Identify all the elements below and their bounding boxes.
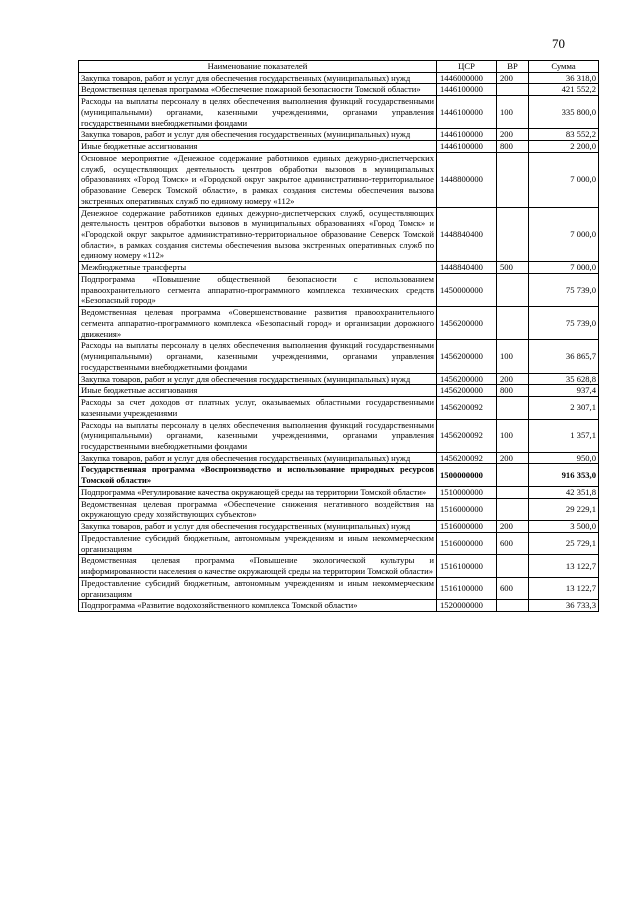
cell-vr [497,273,529,306]
cell-sum: 421 552,2 [529,84,599,96]
cell-name: Предоставление субсидий бюджетным, автономным учреждениям и иным некоммерческим организациям [79,532,437,554]
cell-name: Ведомственная целевая программа «Совершенствование развития правоохранительного сегмента аппаратно-программного комплекса «Безопасный город» и организации дорожного движения» [79,307,437,340]
cell-csr: 1456200092 [437,452,497,464]
cell-vr: 200 [497,72,529,84]
table-row [79,452,599,464]
cell-name: Денежное содержание работников единых дежурно-диспетчерских служб, осуществляющих деятельность центров обработки вызовов в муниципальных образованиях «Город Томск» и «Городской округ закрытое административно-территориальное образование Северск Томской области», в рамках создания системы обеспечения вызова экстренных оперативных служб по единому номеру «112» [79,207,437,262]
cell-csr: 1446000000 [437,72,497,84]
budget-table [78,60,599,612]
cell-csr: 1516000000 [437,498,497,520]
cell-csr: 1448840400 [437,262,497,274]
cell-name: Ведомственная целевая программа «Обеспечение пожарной безопасности Томской области» [79,84,437,96]
table-row [79,532,599,554]
cell-csr: 1516000000 [437,521,497,533]
cell-name: Закупка товаров, работ и услуг для обеспечения государственных (муниципальных) нужд [79,373,437,385]
cell-csr: 1456200000 [437,373,497,385]
table-row [79,498,599,520]
cell-name: Ведомственная целевая программа «Повышение экологической культуры и информированности населения о качестве окружающей среды на территории Томской области» [79,555,437,577]
cell-csr: 1446100000 [437,96,497,129]
table-row [79,521,599,533]
cell-csr: 1450000000 [437,273,497,306]
cell-vr [497,307,529,340]
cell-name: Межбюджетные трансферты [79,262,437,274]
cell-sum: 7 000,0 [529,152,599,207]
cell-sum: 13 122,7 [529,555,599,577]
cell-name: Иные бюджетные ассигнования [79,385,437,397]
cell-vr [497,464,529,486]
cell-sum: 29 229,1 [529,498,599,520]
cell-name: Закупка товаров, работ и услуг для обеспечения государственных (муниципальных) нужд [79,72,437,84]
cell-sum: 35 628,8 [529,373,599,385]
cell-vr: 600 [497,577,529,599]
table-row [79,84,599,96]
table-row [79,419,599,452]
cell-csr: 1520000000 [437,600,497,612]
header-csr: ЦСР [437,61,497,73]
table-row [79,397,599,419]
cell-csr: 1456200092 [437,419,497,452]
table-header-row [79,61,599,73]
cell-vr: 600 [497,532,529,554]
cell-name: Расходы за счет доходов от платных услуг, оказываемых областными государственными казенными учреждениями [79,397,437,419]
cell-name: Закупка товаров, работ и услуг для обеспечения государственных (муниципальных) нужд [79,521,437,533]
cell-vr [497,555,529,577]
cell-sum: 25 729,1 [529,532,599,554]
cell-sum: 75 739,0 [529,273,599,306]
table-row [79,577,599,599]
cell-vr: 200 [497,521,529,533]
cell-vr [497,486,529,498]
cell-sum: 2 200,0 [529,141,599,153]
cell-sum: 36 865,7 [529,340,599,373]
cell-sum: 950,0 [529,452,599,464]
cell-vr: 800 [497,385,529,397]
cell-vr: 200 [497,452,529,464]
header-vr: ВР [497,61,529,73]
table-row [79,141,599,153]
cell-name: Подпрограмма «Развитие водохозяйственного комплекса Томской области» [79,600,437,612]
table-row [79,129,599,141]
cell-name: Подпрограмма «Регулирование качества окружающей среды на территории Томской области» [79,486,437,498]
cell-vr [497,600,529,612]
cell-csr: 1448800000 [437,152,497,207]
cell-sum: 1 357,1 [529,419,599,452]
table-row [79,385,599,397]
cell-csr: 1516100000 [437,577,497,599]
cell-sum: 83 552,2 [529,129,599,141]
cell-sum: 42 351,8 [529,486,599,498]
cell-sum: 3 500,0 [529,521,599,533]
cell-name: Иные бюджетные ассигнования [79,141,437,153]
table-row [79,152,599,207]
cell-sum: 7 000,0 [529,207,599,262]
cell-csr: 1500000000 [437,464,497,486]
cell-csr: 1516000000 [437,532,497,554]
cell-csr: 1456200000 [437,307,497,340]
cell-vr: 100 [497,340,529,373]
cell-sum: 7 000,0 [529,262,599,274]
cell-vr [497,84,529,96]
table-row [79,486,599,498]
table-row [79,555,599,577]
cell-name: Государственная программа «Воспроизводство и использование природных ресурсов Томской области» [79,464,437,486]
table-row [79,72,599,84]
cell-vr [497,207,529,262]
cell-vr: 500 [497,262,529,274]
cell-vr: 100 [497,419,529,452]
table-row [79,373,599,385]
cell-sum: 916 353,0 [529,464,599,486]
cell-sum: 2 307,1 [529,397,599,419]
cell-name: Предоставление субсидий бюджетным, автономным учреждениям и иным некоммерческим организациям [79,577,437,599]
table-row [79,340,599,373]
cell-vr: 100 [497,96,529,129]
table-row [79,600,599,612]
cell-sum: 36 733,3 [529,600,599,612]
table-row [79,307,599,340]
cell-name: Расходы на выплаты персоналу в целях обеспечения выполнения функций государственными (муниципальными) органами, казенными учреждениями, органами управления государственными внебюджетными фондами [79,96,437,129]
cell-sum: 13 122,7 [529,577,599,599]
cell-name: Расходы на выплаты персоналу в целях обеспечения выполнения функций государственными (муниципальными) органами, казенными учреждениями, органами управления государственными внебюджетными фондами [79,340,437,373]
table-body [79,72,599,611]
table-row [79,273,599,306]
cell-csr: 1456200000 [437,385,497,397]
header-name: Наименование показателей [79,61,437,73]
cell-vr: 200 [497,373,529,385]
cell-sum: 36 318,0 [529,72,599,84]
cell-vr: 800 [497,141,529,153]
table-row [79,262,599,274]
table-row [79,96,599,129]
cell-vr [497,152,529,207]
table-row [79,207,599,262]
cell-csr: 1456200000 [437,340,497,373]
header-sum: Сумма [529,61,599,73]
cell-csr: 1446100000 [437,129,497,141]
cell-sum: 335 800,0 [529,96,599,129]
cell-vr [497,498,529,520]
cell-name: Основное мероприятие «Денежное содержание работников единых дежурно-диспетчерских служб, осуществляющих деятельность центров обработки вызовов в муниципальных образованиях «Город Томск» и «Городской округ закрытое административно-территориальное образование Северск Томской области», в рамках создания системы обеспечения вызова экстренных оперативных служб по единому номеру «112» [79,152,437,207]
cell-vr: 200 [497,129,529,141]
cell-csr: 1446100000 [437,84,497,96]
cell-vr [497,397,529,419]
cell-csr: 1516100000 [437,555,497,577]
cell-name: Ведомственная целевая программа «Обеспечение снижения негативного воздействия на окружающую среду хозяйствующих субъектов» [79,498,437,520]
cell-name: Подпрограмма «Повышение общественной безопасности с использованием правоохранительного сегмента аппаратно-программного комплекса технических средств «Безопасный город» [79,273,437,306]
cell-name: Расходы на выплаты персоналу в целях обеспечения выполнения функций государственными (муниципальными) органами, казенными учреждениями, органами управления государственными внебюджетными фондами [79,419,437,452]
cell-name: Закупка товаров, работ и услуг для обеспечения государственных (муниципальных) нужд [79,129,437,141]
cell-csr: 1448840400 [437,207,497,262]
page-number: 70 [552,36,565,51]
cell-csr: 1446100000 [437,141,497,153]
cell-sum: 937,4 [529,385,599,397]
cell-csr: 1456200092 [437,397,497,419]
cell-csr: 1510000000 [437,486,497,498]
cell-name: Закупка товаров, работ и услуг для обеспечения государственных (муниципальных) нужд [79,452,437,464]
table-row [79,464,599,486]
cell-sum: 75 739,0 [529,307,599,340]
